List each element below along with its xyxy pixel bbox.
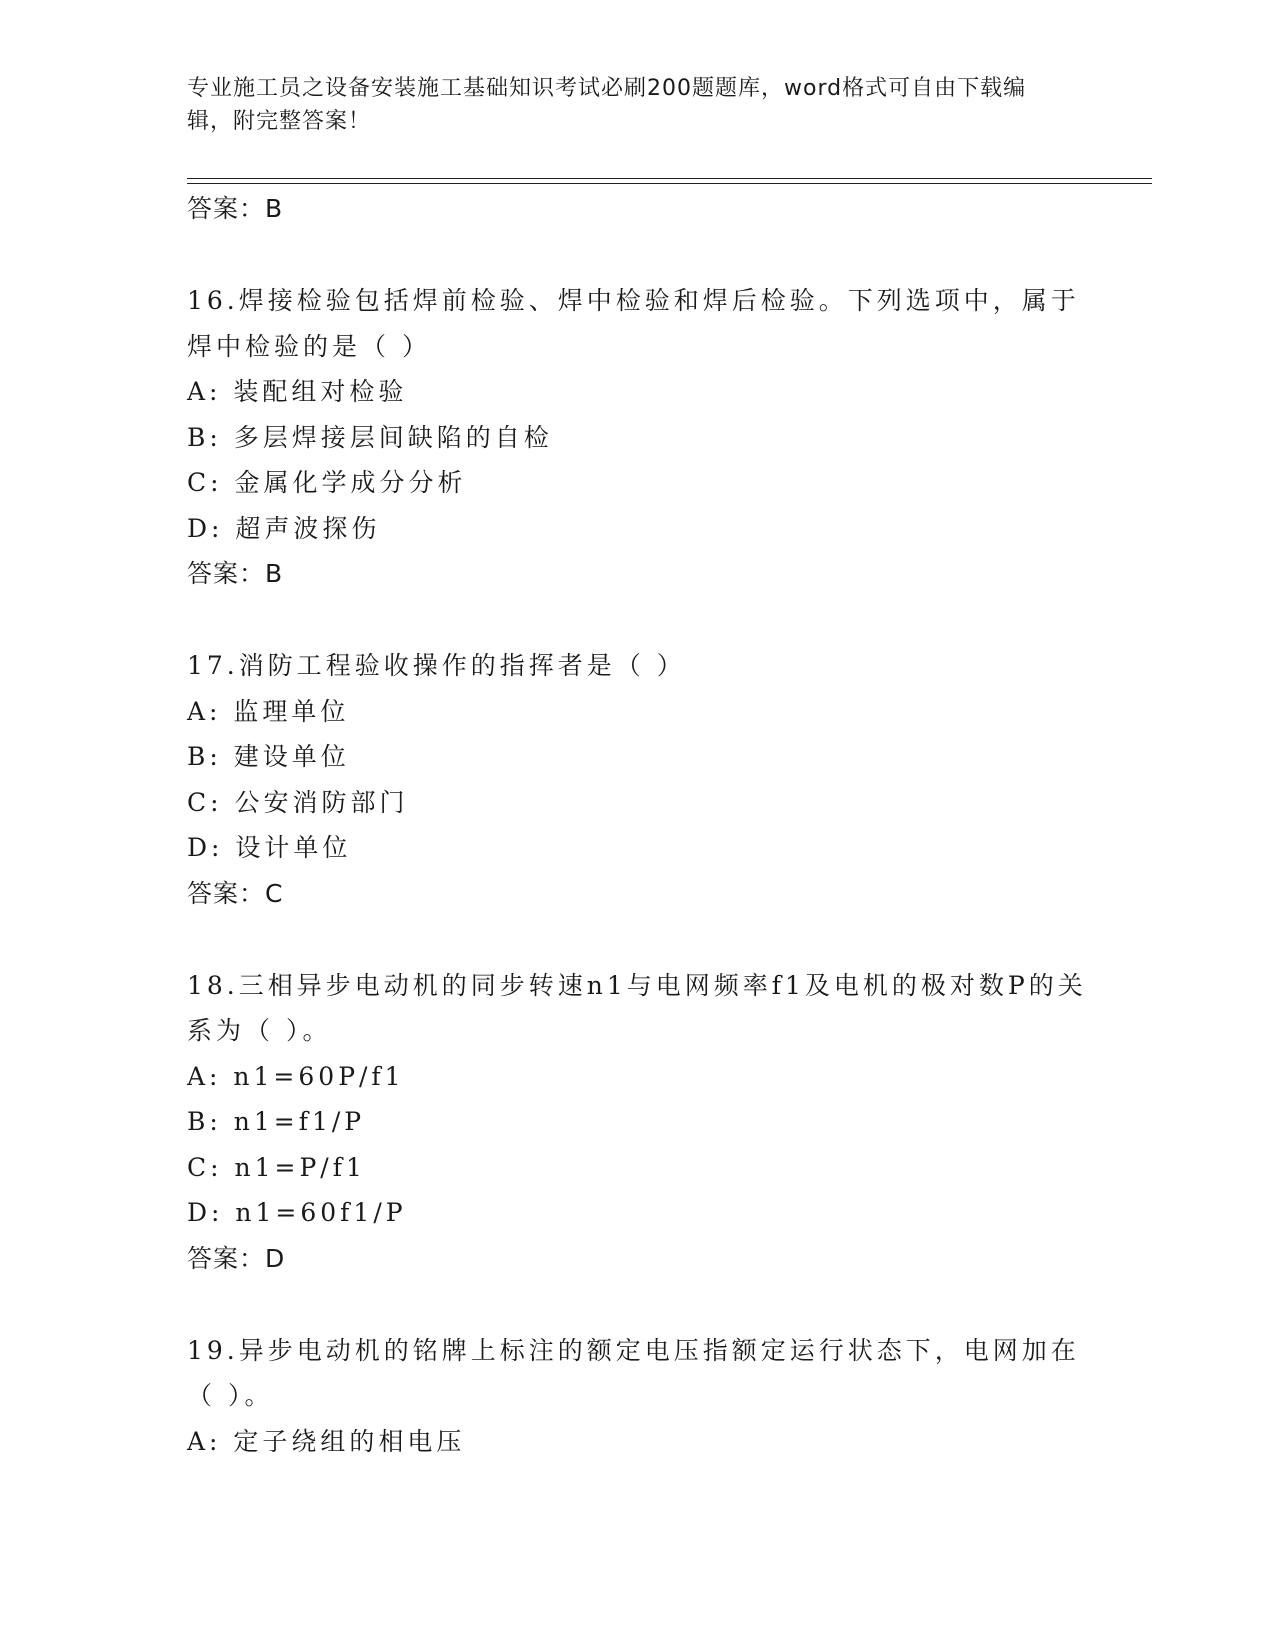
question-19 [187,1328,1087,1465]
option-c: C: 金属化学成分分析 [187,468,467,497]
question-16 [187,278,1087,597]
option-b: B: 多层焊接层间缺陷的自检 [187,422,553,452]
question-stem: 19.异步电动机的铭牌上标注的额定电压指额定运行状态下，电网加在（ ）。 [187,1335,1080,1410]
option-b: B: n1=f1/P [187,1107,366,1136]
option-a: A: 监理单位 [187,696,350,726]
question-stem: 17.消防工程验收操作的指挥者是（ ） [187,651,686,680]
answer-line: 答案：B [187,194,284,223]
question-17 [187,643,1087,917]
question-stem: 16.焊接检验包括焊前检验、焊中检验和焊后检验。下列选项中，属于焊中检验的是（ ） [187,286,1080,361]
answer-line: 答案：D [187,1243,286,1273]
header-rule-top [187,178,1152,179]
option-a: A: 装配组对检验 [187,377,408,406]
header-rule-bottom [187,183,1152,184]
option-c: C: n1=P/f1 [187,1152,366,1182]
option-d: D: 超声波探伤 [187,513,381,543]
option-b: B: 建设单位 [187,742,350,771]
document-header: 专业施工员之设备安装施工基础知识考试必刷200题题库，word格式可自由下载编辑，附完整答案！ [187,76,1027,134]
option-c: C: 公安消防部门 [187,787,409,817]
option-d: D: 设计单位 [187,833,352,862]
option-d: D: n1=60f1/P [187,1198,407,1227]
answer-line: 答案：B [187,559,284,588]
question-list [187,186,1087,1464]
answer-line: 答案：C [187,878,284,908]
question-stem: 18.三相异步电动机的同步转速n1与电网频率f1及电机的极对数P的关系为（ ）。 [187,970,1087,1045]
option-a: A: n1=60P/f1 [187,1061,405,1091]
option-a: A: 定子绕组的相电压 [187,1426,466,1456]
question-18 [187,963,1087,1282]
